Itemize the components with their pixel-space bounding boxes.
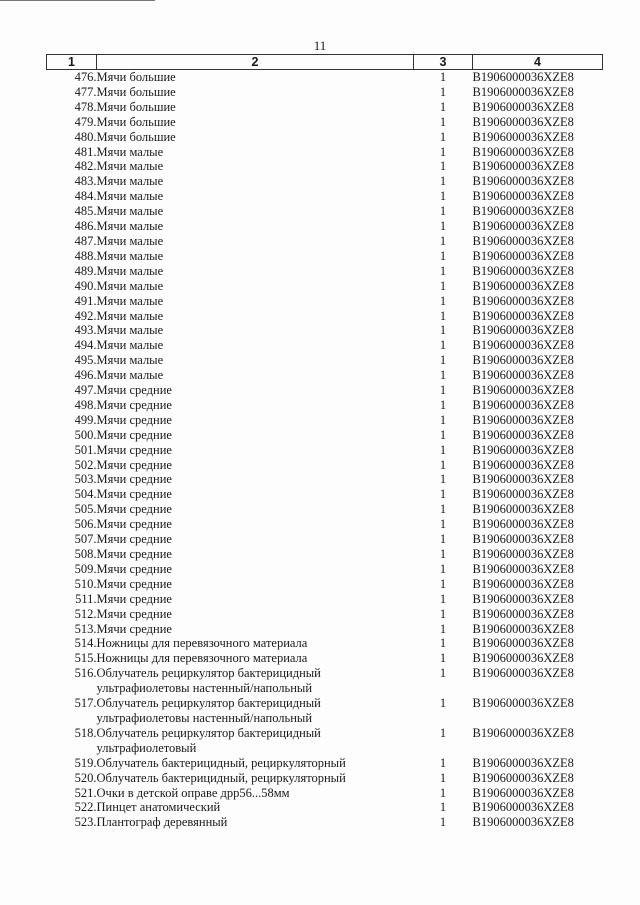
- item-name: Плантограф деревянный: [96, 815, 228, 830]
- item-code: B1906000036XZE8: [472, 144, 574, 159]
- item-code: B1906000036XZE8: [472, 308, 574, 323]
- item-name: Ножницы для перевязочного материала: [96, 651, 308, 666]
- item-quantity: 1: [439, 576, 447, 591]
- item-code: B1906000036XZE8: [472, 368, 574, 383]
- item-name: Мячи средние: [96, 561, 172, 576]
- table-row: [47, 562, 603, 577]
- item-code: B1906000036XZE8: [472, 278, 574, 293]
- row-number: 505.: [74, 502, 97, 517]
- item-name: Мячи средние: [96, 502, 172, 517]
- item-code: B1906000036XZE8: [472, 99, 574, 114]
- item-code: B1906000036XZE8: [472, 159, 574, 174]
- item-name: Мячи большие: [96, 129, 176, 144]
- item-name: Мячи средние: [96, 532, 172, 547]
- row-number: 500.: [74, 427, 97, 442]
- item-name: Мячи средние: [96, 457, 172, 472]
- row-number: 487.: [74, 233, 97, 248]
- item-name: Облучатель рециркулятор бактерицидный ультрафиолетовый: [96, 725, 321, 755]
- table-row: [47, 592, 603, 607]
- item-name: Мячи средние: [96, 576, 172, 591]
- item-code: B1906000036XZE8: [472, 248, 574, 263]
- table-row: [47, 368, 603, 383]
- row-number: 491.: [74, 293, 97, 308]
- item-code: B1906000036XZE8: [472, 442, 574, 457]
- item-name: Мячи большие: [96, 70, 176, 84]
- item-name: Мячи средние: [96, 547, 172, 561]
- item-quantity: 1: [439, 800, 447, 815]
- item-code: B1906000036XZE8: [472, 353, 574, 368]
- item-quantity: 1: [439, 174, 447, 189]
- item-quantity: 1: [439, 457, 447, 472]
- table-row: [47, 696, 603, 726]
- item-quantity: 1: [439, 99, 447, 114]
- row-number: 515.: [74, 651, 97, 666]
- row-number: 488.: [74, 248, 97, 263]
- table-row: [47, 264, 603, 279]
- item-code: B1906000036XZE8: [472, 517, 574, 532]
- item-quantity: 1: [439, 815, 447, 830]
- table-row: [47, 517, 603, 532]
- item-quantity: 1: [439, 397, 447, 412]
- item-quantity: 1: [439, 591, 447, 606]
- item-quantity: 1: [439, 129, 447, 144]
- item-name: Мячи малые: [96, 278, 164, 293]
- table-row: [47, 115, 603, 130]
- item-name: Мячи средние: [96, 427, 172, 442]
- row-number: 523.: [74, 815, 97, 830]
- item-quantity: 1: [439, 308, 447, 323]
- item-quantity: 1: [439, 248, 447, 263]
- table-row: [47, 413, 603, 428]
- item-quantity: 1: [439, 70, 447, 84]
- item-quantity: 1: [439, 725, 447, 740]
- item-quantity: 1: [439, 159, 447, 174]
- table-row: [47, 786, 603, 801]
- item-name: Мячи малые: [96, 368, 164, 383]
- row-number: 516.: [74, 666, 97, 681]
- item-code: B1906000036XZE8: [472, 472, 574, 487]
- item-name: Мячи средние: [96, 591, 172, 606]
- row-number: 511.: [75, 591, 97, 606]
- row-number: 508.: [74, 547, 97, 561]
- row-number: 518.: [74, 725, 97, 740]
- item-code: B1906000036XZE8: [472, 547, 574, 561]
- item-quantity: 1: [439, 755, 447, 770]
- item-code: B1906000036XZE8: [472, 233, 574, 248]
- item-name: Мячи средние: [96, 606, 172, 621]
- row-number: 478.: [74, 99, 97, 114]
- row-number: 482.: [74, 159, 97, 174]
- item-name: Пинцет анатомический: [96, 800, 221, 815]
- row-number: 503.: [74, 472, 97, 487]
- item-name: Мячи средние: [96, 383, 172, 398]
- row-number: 501.: [74, 442, 97, 457]
- item-name: Облучатель бактерицидный, рециркуляторный: [96, 770, 346, 785]
- item-quantity: 1: [439, 547, 447, 561]
- table-row: [47, 815, 603, 830]
- table-row: [47, 398, 603, 413]
- item-quantity: 1: [439, 144, 447, 159]
- row-number: 498.: [74, 397, 97, 412]
- item-quantity: 1: [439, 323, 447, 338]
- column-header-name: 2: [97, 55, 414, 70]
- item-code: B1906000036XZE8: [472, 457, 574, 472]
- item-code: B1906000036XZE8: [472, 591, 574, 606]
- row-number: 504.: [74, 487, 97, 502]
- item-quantity: 1: [439, 621, 447, 636]
- item-name: Мячи средние: [96, 487, 172, 502]
- item-code: B1906000036XZE8: [472, 383, 574, 398]
- item-quantity: 1: [439, 338, 447, 353]
- item-quantity: 1: [439, 189, 447, 204]
- item-name: Мячи малые: [96, 338, 164, 353]
- table-row: [47, 70, 603, 85]
- item-code: B1906000036XZE8: [472, 219, 574, 234]
- table-row: [47, 100, 603, 115]
- scan-edge-line: [0, 0, 155, 1]
- item-code: B1906000036XZE8: [472, 636, 574, 651]
- item-code: B1906000036XZE8: [472, 263, 574, 278]
- item-code: B1906000036XZE8: [472, 785, 574, 800]
- table-row: [47, 651, 603, 666]
- item-code: B1906000036XZE8: [472, 338, 574, 353]
- row-number: 486.: [74, 219, 97, 234]
- item-name: Мячи малые: [96, 263, 164, 278]
- row-number: 517.: [74, 696, 97, 711]
- table-row: [47, 130, 603, 145]
- item-quantity: 1: [439, 353, 447, 368]
- item-code: B1906000036XZE8: [472, 174, 574, 189]
- item-code: B1906000036XZE8: [472, 666, 574, 681]
- row-number: 512.: [74, 606, 97, 621]
- row-number: 497.: [74, 383, 97, 398]
- item-name: Мячи малые: [96, 174, 164, 189]
- item-name: Мячи малые: [96, 204, 164, 219]
- item-quantity: 1: [439, 502, 447, 517]
- table-row: [47, 159, 603, 174]
- column-header-code: 4: [473, 55, 603, 70]
- row-number: 510.: [74, 576, 97, 591]
- table-row: [47, 323, 603, 338]
- table-row: [47, 234, 603, 249]
- table-row: [47, 279, 603, 294]
- item-code: B1906000036XZE8: [472, 412, 574, 427]
- table-row: [47, 577, 603, 592]
- row-number: 521.: [74, 785, 97, 800]
- column-header-quantity: 3: [414, 55, 473, 70]
- row-number: 494.: [74, 338, 97, 353]
- table-row: [47, 219, 603, 234]
- item-name: Мячи большие: [96, 84, 176, 99]
- item-code: B1906000036XZE8: [472, 755, 574, 770]
- row-number: 520.: [74, 770, 97, 785]
- item-quantity: 1: [439, 412, 447, 427]
- item-name: Мячи средние: [96, 621, 172, 636]
- item-quantity: 1: [439, 636, 447, 651]
- item-quantity: 1: [439, 427, 447, 442]
- table-row: [47, 174, 603, 189]
- item-code: B1906000036XZE8: [472, 189, 574, 204]
- item-quantity: 1: [439, 472, 447, 487]
- item-quantity: 1: [439, 696, 447, 711]
- item-name: Мячи малые: [96, 293, 164, 308]
- item-quantity: 1: [439, 263, 447, 278]
- row-number: 513.: [74, 621, 97, 636]
- table-row: [47, 726, 603, 756]
- row-number: 514.: [74, 636, 97, 651]
- item-quantity: 1: [439, 532, 447, 547]
- item-code: B1906000036XZE8: [472, 129, 574, 144]
- item-quantity: 1: [439, 517, 447, 532]
- item-quantity: 1: [439, 293, 447, 308]
- item-code: B1906000036XZE8: [472, 815, 574, 830]
- item-code: B1906000036XZE8: [472, 532, 574, 547]
- item-name: Ножницы для перевязочного материала: [96, 636, 308, 651]
- item-code: B1906000036XZE8: [472, 696, 574, 711]
- table-body: [47, 70, 603, 831]
- table-row: [47, 189, 603, 204]
- item-quantity: 1: [439, 84, 447, 99]
- table-header-row: [47, 55, 603, 70]
- item-code: B1906000036XZE8: [472, 725, 574, 740]
- row-number: 493.: [74, 323, 97, 338]
- table-row: [47, 472, 603, 487]
- item-name: Облучатель бактерицидный, рециркуляторный: [96, 755, 346, 770]
- table-row: [47, 636, 603, 651]
- table-row: [47, 309, 603, 324]
- item-name: Облучатель рециркулятор бактерицидный ультрафиолетовы настенный/напольный: [96, 666, 321, 696]
- row-number: 507.: [74, 532, 97, 547]
- row-number: 479.: [74, 114, 97, 129]
- table-row: [47, 204, 603, 219]
- table-row: [47, 383, 603, 398]
- item-quantity: 1: [439, 785, 447, 800]
- table-row: [47, 458, 603, 473]
- item-name: Мячи малые: [96, 353, 164, 368]
- table-row: [47, 443, 603, 458]
- row-number: 484.: [74, 189, 97, 204]
- item-name: Мячи малые: [96, 189, 164, 204]
- item-code: B1906000036XZE8: [472, 293, 574, 308]
- item-name: Мячи средние: [96, 397, 172, 412]
- table-row: [47, 145, 603, 160]
- items-table: [46, 54, 603, 830]
- item-code: B1906000036XZE8: [472, 576, 574, 591]
- row-number: 480.: [74, 129, 97, 144]
- row-number: 519.: [74, 755, 97, 770]
- item-code: B1906000036XZE8: [472, 487, 574, 502]
- table-row: [47, 756, 603, 771]
- table-row: [47, 547, 603, 562]
- row-number: 485.: [74, 204, 97, 219]
- item-name: Мячи малые: [96, 233, 164, 248]
- row-number: 489.: [74, 263, 97, 278]
- item-code: B1906000036XZE8: [472, 561, 574, 576]
- table-row: [47, 487, 603, 502]
- item-name: Мячи средние: [96, 412, 172, 427]
- item-name: Очки в детской оправе дрр56...58мм: [96, 785, 290, 800]
- item-quantity: 1: [439, 204, 447, 219]
- table-row: [47, 666, 603, 696]
- row-number: 496.: [74, 368, 97, 383]
- table-row: [47, 294, 603, 309]
- item-code: B1906000036XZE8: [472, 427, 574, 442]
- item-code: B1906000036XZE8: [472, 84, 574, 99]
- item-code: B1906000036XZE8: [472, 651, 574, 666]
- table-row: [47, 771, 603, 786]
- row-number: 522.: [74, 800, 97, 815]
- item-code: B1906000036XZE8: [472, 323, 574, 338]
- table-row: [47, 85, 603, 100]
- row-number: 476.: [74, 70, 97, 84]
- row-number: 481.: [74, 144, 97, 159]
- item-quantity: 1: [439, 487, 447, 502]
- table-row: [47, 502, 603, 517]
- item-name: Мячи средние: [96, 472, 172, 487]
- item-code: B1906000036XZE8: [472, 621, 574, 636]
- item-name: Облучатель рециркулятор бактерицидный ультрафиолетовы настенный/напольный: [96, 696, 321, 725]
- item-name: Мячи малые: [96, 159, 164, 174]
- item-code: B1906000036XZE8: [472, 502, 574, 517]
- item-code: B1906000036XZE8: [472, 204, 574, 219]
- item-quantity: 1: [439, 561, 447, 576]
- item-quantity: 1: [439, 770, 447, 785]
- item-code: B1906000036XZE8: [472, 70, 574, 84]
- item-code: B1906000036XZE8: [472, 770, 574, 785]
- row-number: 509.: [74, 561, 97, 576]
- item-code: B1906000036XZE8: [472, 114, 574, 129]
- item-quantity: 1: [439, 666, 447, 681]
- item-name: Мячи большие: [96, 99, 176, 114]
- item-name: Мячи малые: [96, 219, 164, 234]
- table-row: [47, 249, 603, 264]
- item-quantity: 1: [439, 233, 447, 248]
- item-code: B1906000036XZE8: [472, 397, 574, 412]
- item-name: Мячи большие: [96, 114, 176, 129]
- row-number: 492.: [74, 308, 97, 323]
- item-name: Мячи малые: [96, 144, 164, 159]
- row-number: 490.: [74, 278, 97, 293]
- table-row: [47, 800, 603, 815]
- item-quantity: 1: [439, 368, 447, 383]
- column-header-number: 1: [47, 55, 97, 70]
- row-number: 483.: [74, 174, 97, 189]
- item-quantity: 1: [439, 383, 447, 398]
- item-quantity: 1: [439, 651, 447, 666]
- row-number: 477.: [74, 84, 97, 99]
- row-number: 499.: [74, 412, 97, 427]
- item-quantity: 1: [439, 442, 447, 457]
- table-row: [47, 622, 603, 637]
- item-name: Мячи малые: [96, 248, 164, 263]
- item-name: Мячи средние: [96, 517, 172, 532]
- table-row: [47, 428, 603, 443]
- table-row: [47, 338, 603, 353]
- item-code: B1906000036XZE8: [472, 606, 574, 621]
- item-name: Мячи средние: [96, 442, 172, 457]
- item-quantity: 1: [439, 114, 447, 129]
- table-row: [47, 607, 603, 622]
- row-number: 506.: [74, 517, 97, 532]
- item-name: Мячи малые: [96, 323, 164, 338]
- page-number: 11: [313, 38, 327, 53]
- row-number: 495.: [74, 353, 97, 368]
- table-row: [47, 353, 603, 368]
- item-quantity: 1: [439, 278, 447, 293]
- item-quantity: 1: [439, 219, 447, 234]
- row-number: 502.: [74, 457, 97, 472]
- table-row: [47, 532, 603, 547]
- item-name: Мячи малые: [96, 308, 164, 323]
- item-quantity: 1: [439, 606, 447, 621]
- item-code: B1906000036XZE8: [472, 800, 574, 815]
